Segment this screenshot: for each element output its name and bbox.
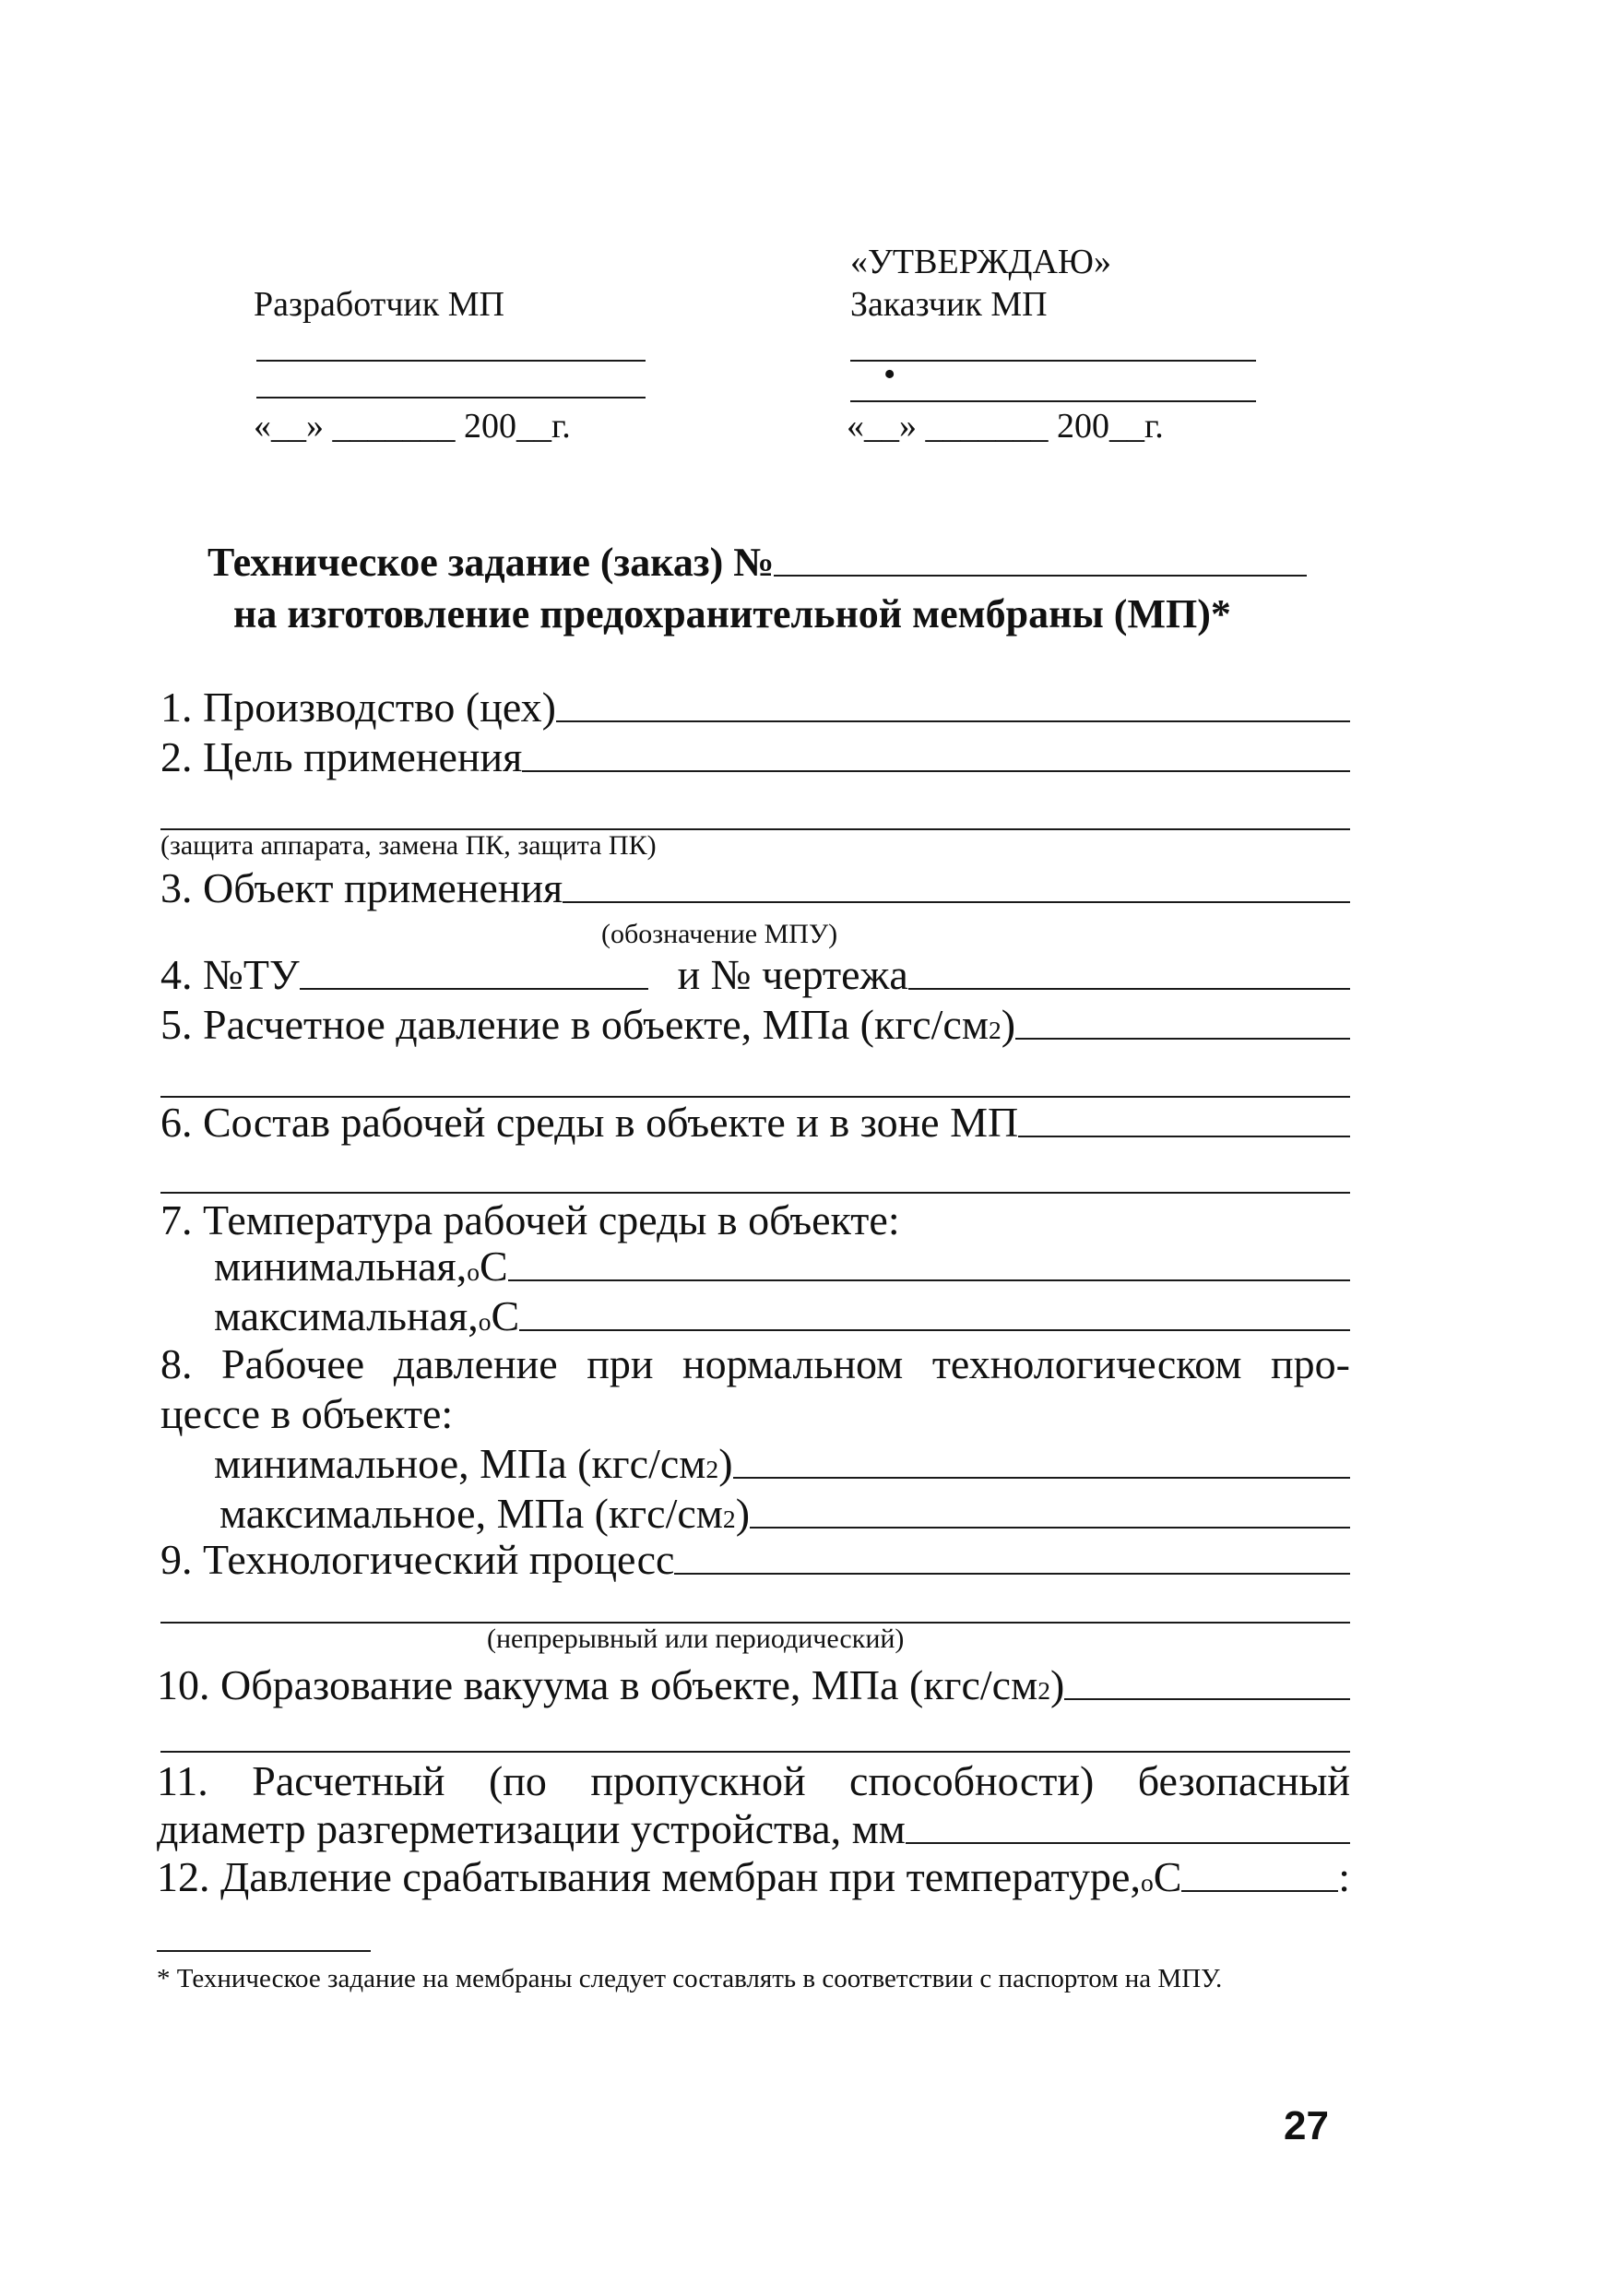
item-8-max-blank — [750, 1489, 1350, 1529]
item-7-max-unit: С — [491, 1292, 520, 1339]
item-6-blank — [1018, 1098, 1350, 1137]
item-7-min: минимальная, o С — [214, 1242, 1350, 1291]
page-number: 27 — [1284, 2103, 1329, 2148]
item-9-note: (непрерывный или периодический) — [487, 1624, 905, 1654]
developer-date: «__» _______ 200__г. — [254, 407, 571, 446]
item-5-close: ) — [1001, 1001, 1016, 1048]
title-line-1 — [207, 539, 1307, 586]
item-7-max-blank — [519, 1291, 1350, 1331]
item-7-max-label: максимальная, — [214, 1292, 479, 1339]
item-2 — [160, 732, 1350, 781]
item-11-blank — [906, 1804, 1350, 1844]
item-8-max-close: ) — [735, 1490, 751, 1537]
item-3 — [160, 863, 1350, 912]
item-3-blank — [563, 863, 1350, 903]
item-10-label: 10. Образование вакуума в объекте, МПа (кгс/см — [157, 1661, 1038, 1708]
customer-date: «__» _______ 200__г. — [847, 407, 1164, 446]
item-10-blank — [1064, 1660, 1350, 1700]
customer-signature-line — [850, 360, 1256, 362]
item-9-blank — [674, 1535, 1350, 1575]
item-12: 12. Давление срабатывания мембран при температуре, o С : — [157, 1853, 1350, 1900]
item-1-blank — [556, 683, 1350, 722]
title-text-1: Техническое задание (заказ) № — [207, 540, 775, 585]
item-4-label-drawing: и № чертежа — [677, 951, 908, 998]
item-11-line-2 — [157, 1804, 1350, 1853]
item-8-min: минимальное, МПа (кгс/см 2 ) — [214, 1439, 1350, 1488]
customer-label: Заказчик МП — [850, 285, 1048, 324]
item-3-label: 3. Объект применения — [160, 864, 563, 911]
title-line-2: на изготовление предохранительной мембраны (МП)* — [233, 591, 1231, 636]
item-2-note: (защита аппарата, замена ПК, защита ПК) — [160, 830, 657, 861]
item-10: 10. Образование вакуума в объекте, МПа (кгс/см 2 ) — [157, 1660, 1350, 1709]
item-4-tu-blank — [300, 950, 648, 990]
item-12-label: 12. Давление срабатывания мембран при температуре, — [157, 1853, 1141, 1900]
item-11-label: диаметр разгерметизации устройства, мм — [157, 1805, 906, 1852]
item-7-min-blank — [508, 1242, 1350, 1281]
order-number-blank — [774, 539, 1307, 577]
item-9 — [160, 1535, 1350, 1584]
developer-name-line — [256, 397, 646, 399]
item-1 — [160, 683, 1350, 732]
item-2-label: 2. Цель применения — [160, 733, 523, 780]
item-8-max: максимальное, МПа (кгс/см 2 ) — [219, 1489, 1350, 1538]
developer-label: Разработчик МП — [254, 285, 504, 324]
item-6-label: 6. Состав рабочей среды в объекте и в зоне МП — [160, 1099, 1019, 1146]
item-8-min-label: минимальное, МПа (кгс/см — [214, 1440, 706, 1487]
item-8-line-1: 8. Рабочее давление при нормальном технологическом про- — [160, 1340, 1350, 1387]
item-5-blank — [1015, 1000, 1350, 1040]
footnote-rule — [157, 1950, 371, 1952]
item-7-min-unit: С — [480, 1243, 508, 1290]
footnote-text: * Техническое задание на мембраны следует составлять в соответствии с паспортом на МПУ. — [157, 1964, 1223, 1993]
customer-name-line — [850, 400, 1256, 402]
item-8-line-2: цессе в объекте: — [160, 1390, 454, 1437]
item-7-min-label: минимальная, — [214, 1243, 468, 1290]
item-8-max-label: максимальное, МПа (кгс/см — [219, 1490, 723, 1537]
developer-signature-line — [256, 360, 646, 362]
item-12-end: : — [1338, 1853, 1350, 1900]
item-8-min-close: ) — [718, 1440, 733, 1487]
bullet-mark: • — [883, 355, 896, 394]
item-2-blank — [522, 732, 1350, 772]
item-12-unit: С — [1153, 1853, 1182, 1900]
item-12-blank — [1181, 1852, 1338, 1892]
item-5: 5. Расчетное давление в объекте, МПа (кгс/см 2 ) — [160, 1000, 1350, 1049]
item-10-extra-line — [160, 1751, 1350, 1753]
item-11-line-1: 11. Расчетный (по пропускной способности) безопасный — [157, 1757, 1350, 1804]
item-10-close: ) — [1050, 1661, 1065, 1708]
item-7-max: максимальная, o С — [214, 1291, 1350, 1340]
item-1-label: 1. Производство (цех) — [160, 684, 556, 731]
approve-label: «УТВЕРЖДАЮ» — [850, 243, 1111, 281]
item-4-drawing-blank — [908, 950, 1350, 990]
item-5-label: 5. Расчетное давление в объекте, МПа (кгс/см — [160, 1001, 989, 1048]
item-6-extra-line — [160, 1192, 1350, 1194]
item-8-min-blank — [733, 1439, 1350, 1479]
item-9-label: 9. Технологический процесс — [160, 1536, 675, 1583]
item-4 — [160, 950, 1350, 999]
item-4-label-tu: 4. №ТУ — [160, 951, 300, 998]
item-7-label: 7. Температура рабочей среды в объекте: — [160, 1196, 900, 1243]
item-6 — [160, 1098, 1350, 1147]
item-3-note: (обозначение МПУ) — [601, 919, 838, 949]
